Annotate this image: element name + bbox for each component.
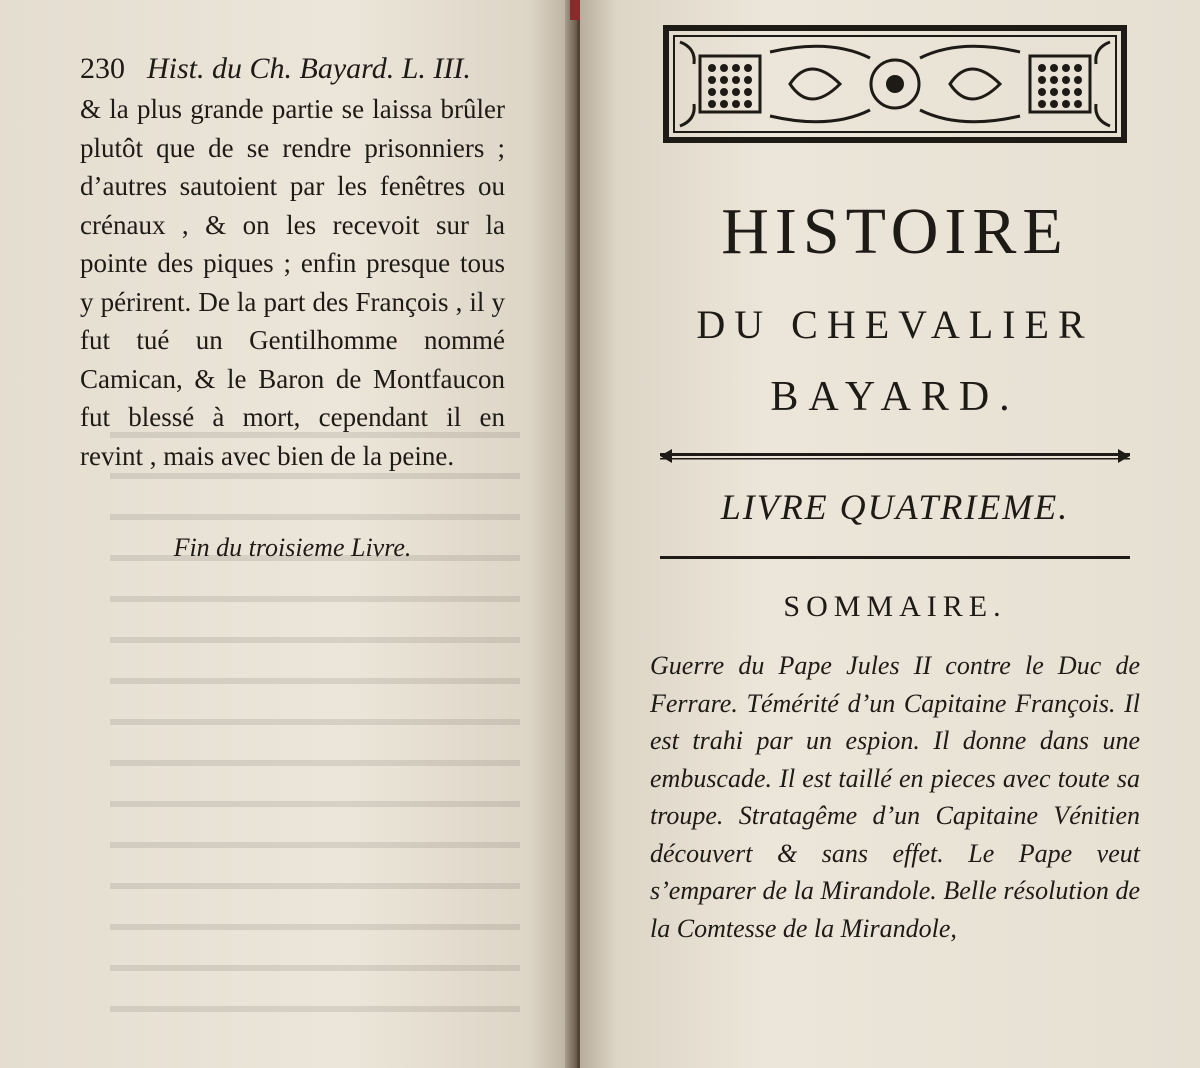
page-number: 230 [80,52,125,85]
headpiece-ornament [660,22,1130,152]
ornamental-rule [660,446,1130,466]
running-head [80,50,505,88]
summary-heading: SOMMAIRE. [783,590,1007,623]
running-title: Hist. du Ch. Bayard. L. III. [147,52,471,85]
title-line-2: DU CHEVALIER [696,302,1094,347]
end-of-book-note: Fin du troisieme Livre. [173,533,412,562]
summary-text: Guerre du Pape Jules II contre le Duc de Ferrare. Témérité d’un Capitaine François. Il est trahi par un espion. Il donne dans une embuscade. Il est taillé en pieces avec toute sa troupe. Stratagême d’un Capitaine Vénitien découvert & sans effet. Le Pape veut s’emparer de la Mirandole. Belle résolution de la Comtesse de la Mirandole, [650,651,1140,943]
bleed-through-text [110,410,520,1030]
paragraph: & la plus grande partie se laissa brûler plutôt que de se rendre prisonniers ; d’autres sautoient par les fenêtres ou crénaux , & on les recevoit sur la pointe des piques ; enfin presque tous y périrent. De la part des François , il y fut tué un Gentilhomme nommé Camican, & le Baron de Montfaucon fut blessé à mort, cependant il en revint , mais avec bien de la peine. [80,94,505,471]
horizontal-rule [660,556,1130,559]
title-line-1: HISTOIRE [721,195,1069,268]
right-page [580,0,1200,1068]
title-line-3: BAYARD. [770,374,1020,420]
left-page [0,0,575,1068]
book-heading: LIVRE QUATRIEME. [720,487,1070,527]
